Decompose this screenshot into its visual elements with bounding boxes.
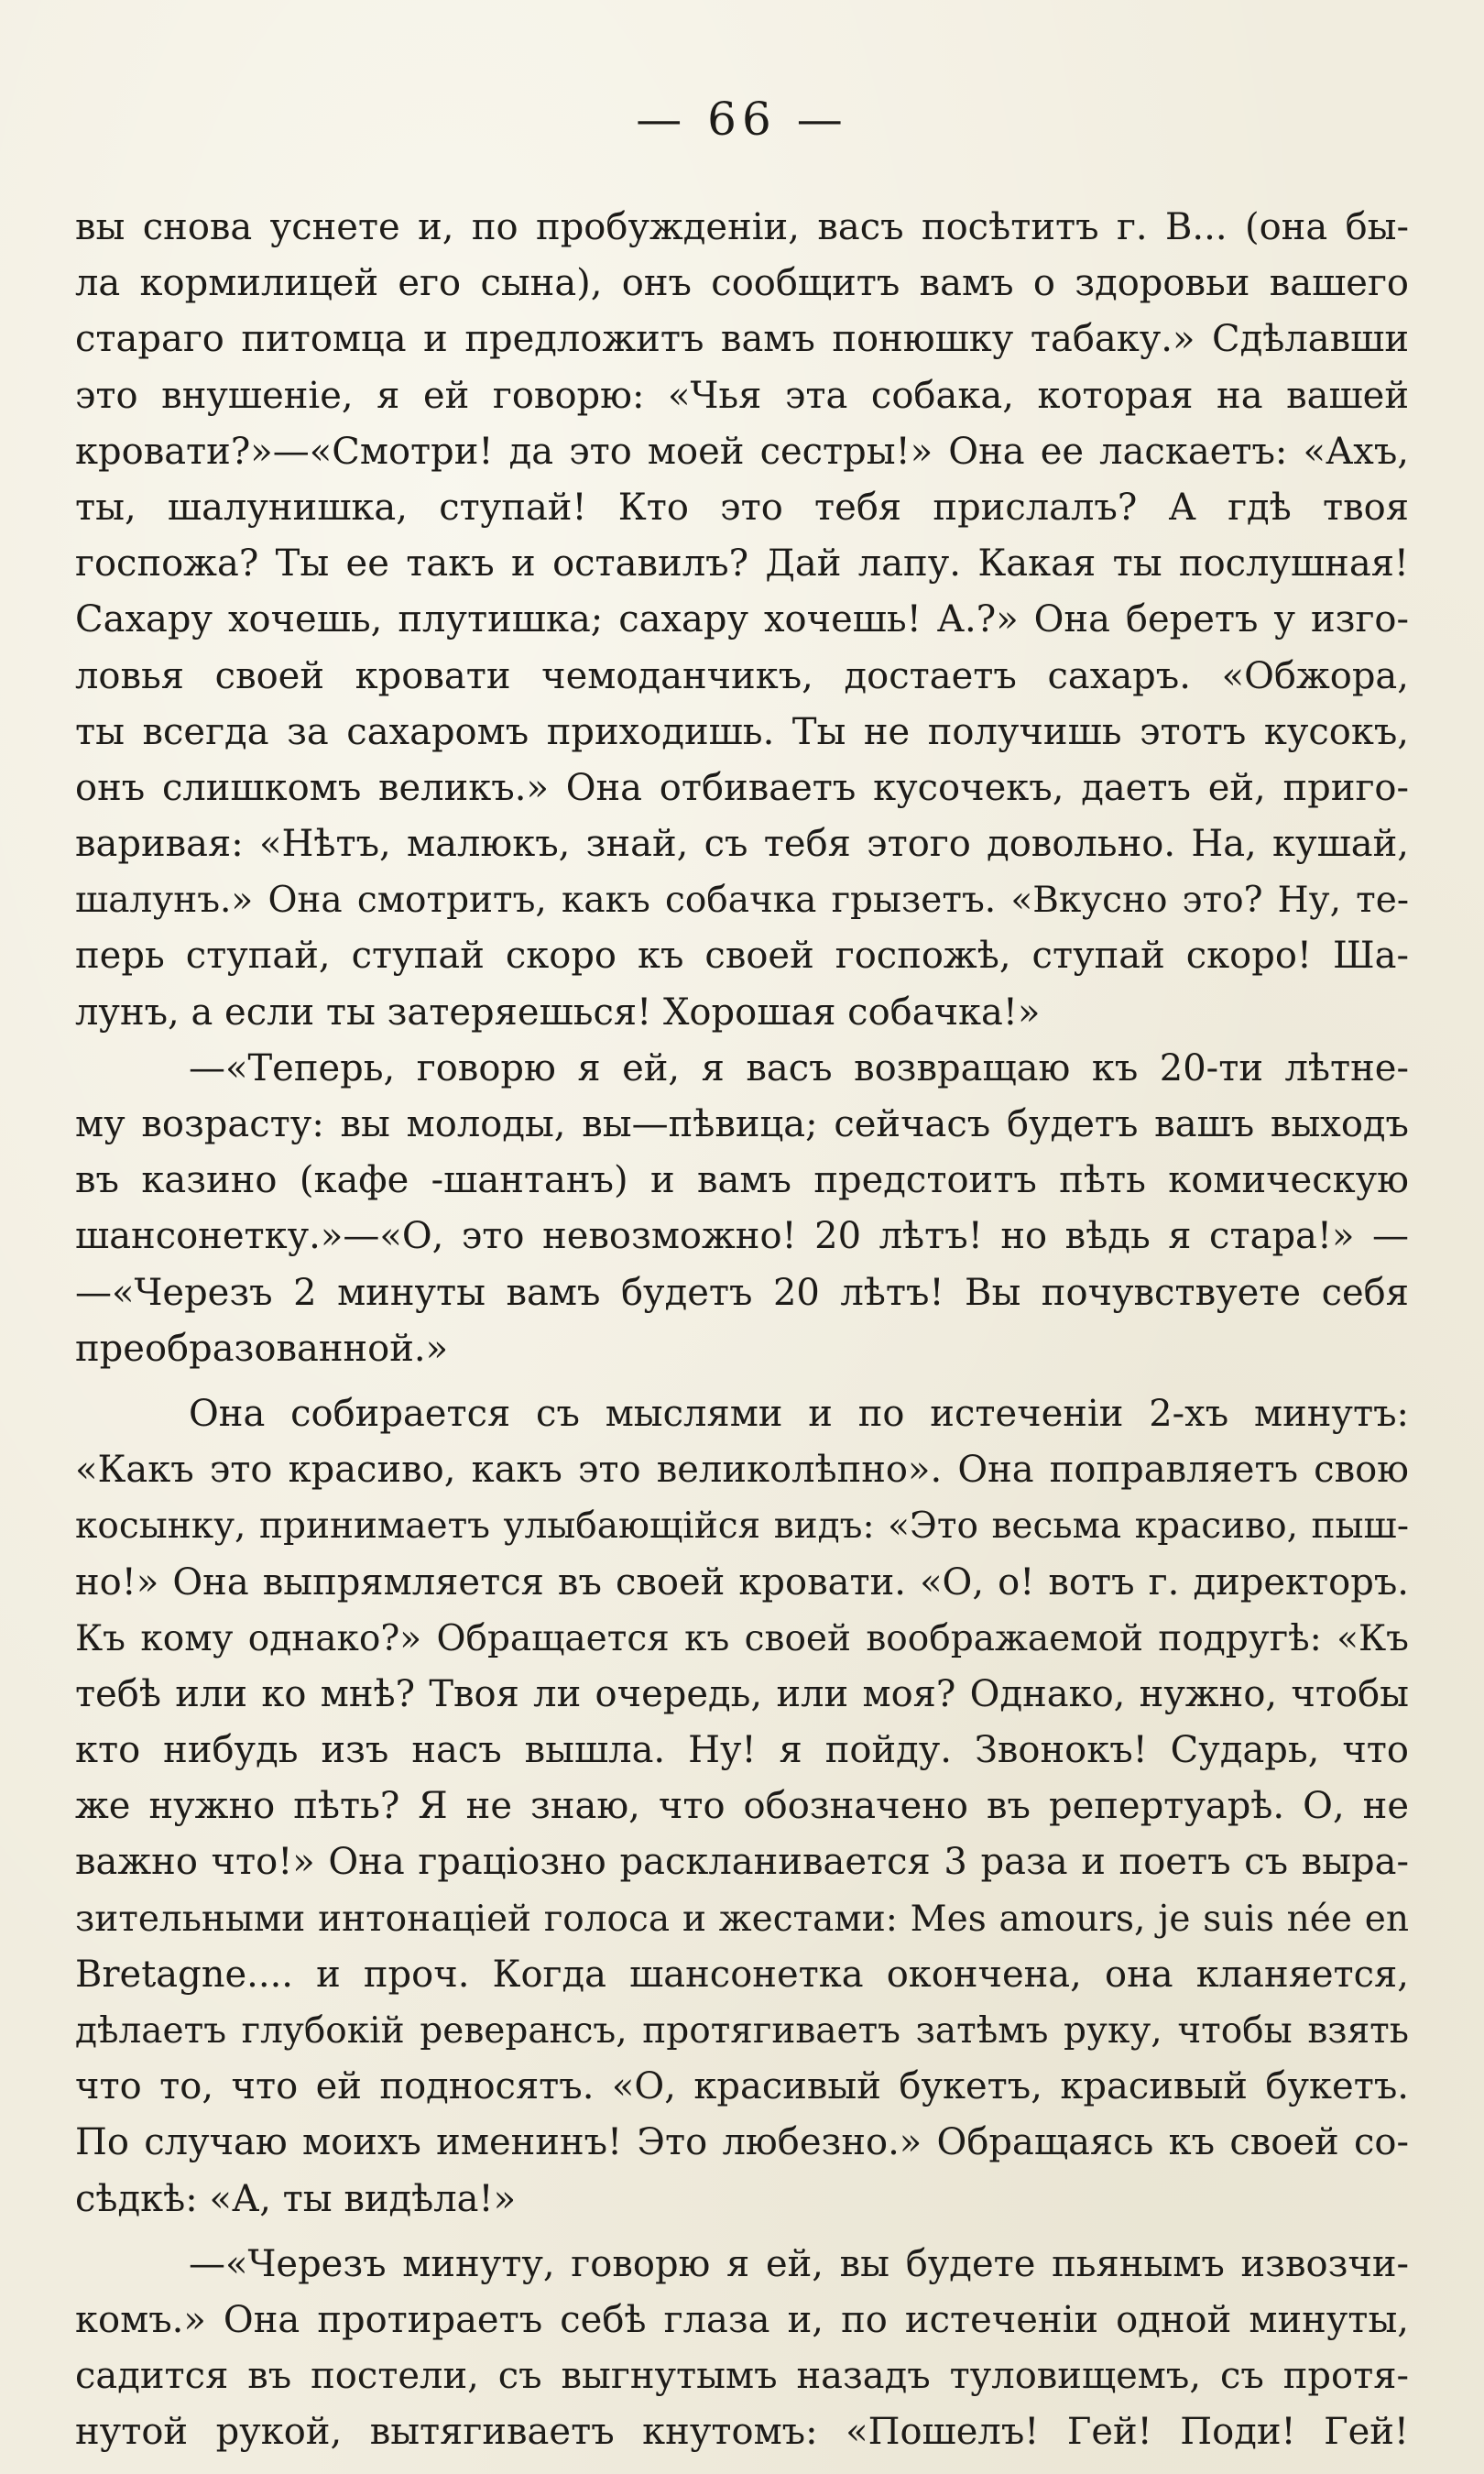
text-line: —«Черезъ минуту, говорю я ей, вы будете пьянымъ извозчи- — [189, 2242, 1409, 2285]
text-line: кто нибудь изъ насъ вышла. Ну! я пойду. Звонокъ! Сударь, что — [75, 1729, 1409, 1772]
text-line: это внушеніе, я ей говорю: «Чья эта собака, которая на вашей — [75, 374, 1409, 417]
text-line: перь ступай, ступай скоро къ своей госпожѣ, ступай скоро! Ша- — [75, 935, 1409, 978]
text-line: сѣдкѣ: «А, ты видѣла!» — [75, 2177, 517, 2220]
text-line: онъ слишкомъ великъ.» Она отбиваетъ кусочекъ, даетъ ей, приго- — [75, 766, 1409, 809]
text-line: Къ кому однако?» Обращается къ своей воображаемой подругѣ: «Къ — [75, 1617, 1409, 1659]
text-line: ловья своей кровати чемоданчикъ, достаетъ сахаръ. «Обжора, — [75, 654, 1409, 697]
text-body — [75, 200, 1409, 2461]
text-line: му возрасту: вы молоды, вы—пѣвица; сейчасъ будетъ вашъ выходъ — [75, 1103, 1409, 1145]
text-line: лунъ, а если ты затеряешься! Хорошая собачка!» — [75, 991, 1041, 1034]
text-line: важно что!» Она граціозно раскланивается 3 раза и поетъ съ выра- — [75, 1841, 1409, 1884]
text-line: —«Черезъ 2 минуты вамъ будетъ 20 лѣтъ! Вы почувствуете себя — [75, 1271, 1409, 1314]
text-line: что то, что ей подносятъ. «О, красивый букетъ, красивый букетъ. — [75, 2065, 1409, 2108]
text-line: же нужно пѣть? Я не знаю, что обозначено въ репертуарѣ. О, не — [75, 1785, 1409, 1828]
page-number: — 66 — — [636, 93, 848, 146]
text-line: дѣлаетъ глубокій реверансъ, протягиваетъ затѣмъ руку, чтобы взять — [75, 2010, 1409, 2052]
text-line: «Какъ это красиво, какъ это великолѣпно». Она поправляетъ свою — [75, 1449, 1409, 1492]
text-line: тебѣ или ко мнѣ? Твоя ли очередь, или моя? Однако, нужно, чтобы — [75, 1672, 1409, 1715]
text-line: комъ.» Она протираетъ себѣ глаза и, по истеченіи одной минуты, — [75, 2298, 1409, 2341]
text-line: нутой рукой, вытягиваетъ кнутомъ: «Пошелъ! Гей! Поди! Гей! — [75, 2411, 1409, 2454]
text-line: —«Теперь, говорю я ей, я васъ возвращаю къ 20-ти лѣтне- — [189, 1046, 1409, 1089]
text-line: садится въ постели, съ выгнутымъ назадъ туловищемъ, съ протя- — [75, 2355, 1409, 2398]
text-line: ты всегда за сахаромъ приходишь. Ты не получишь этотъ кусокъ, — [75, 710, 1409, 753]
text-line: но!» Она выпрямляется въ своей кровати. «О, о! вотъ г. директоръ. — [75, 1560, 1409, 1604]
text-line: косынку, принимаетъ улыбающійся видъ: «Это весьма красиво, пыш- — [75, 1505, 1409, 1548]
text-line: вы снова уснете и, по пробужденіи, васъ посѣтитъ г. В... (она бы- — [75, 206, 1409, 248]
text-line: Bretagne.... и проч. Когда шансонетка окончена, она кланяется, — [75, 1953, 1409, 1996]
text-line: По случаю моихъ именинъ! Это любезно.» Обращаясь къ своей со- — [75, 2121, 1409, 2164]
text-line: стараго питомца и предложитъ вамъ понюшку табаку.» Сдѣлавши — [75, 318, 1409, 361]
text-line: шалунъ.» Она смотритъ, какъ собачка грызетъ. «Вкусно это? Ну, те- — [75, 880, 1409, 922]
text-line: варивая: «Нѣтъ, малюкъ, знай, съ тебя этого довольно. На, кушай, — [75, 823, 1409, 866]
text-line: Сахару хочешь, плутишка; сахару хочешь! А.?» Она беретъ у изго- — [75, 598, 1409, 641]
text-line: Она собирается съ мыслями и по истеченіи 2-хъ минутъ: — [189, 1392, 1409, 1435]
text-line: преобразованной.» — [75, 1327, 449, 1370]
text-line: въ казино (кафе -шантанъ) и вамъ предстоитъ пѣть комическую — [75, 1159, 1409, 1202]
text-line: ты, шалунишка, ступай! Кто это тебя прислалъ? А гдѣ твоя — [75, 486, 1409, 529]
text-line: зительными интонаціей голоса и жестами: Mes amours, je suis née en — [75, 1898, 1409, 1940]
text-line: ла кормилицей его сына), онъ сообщитъ вамъ о здоровьи вашего — [75, 262, 1409, 305]
text-line: шансонетку.»—«О, это невозможно! 20 лѣтъ! но вѣдь я стара!» — — [75, 1215, 1409, 1258]
text-line: госпожа? Ты ее такъ и оставилъ? Дай лапу. Какая ты послушная! — [75, 542, 1409, 586]
text-line: кровати?»—«Смотри! да это моей сестры!» Она ее ласкаетъ: «Ахъ, — [75, 430, 1409, 473]
